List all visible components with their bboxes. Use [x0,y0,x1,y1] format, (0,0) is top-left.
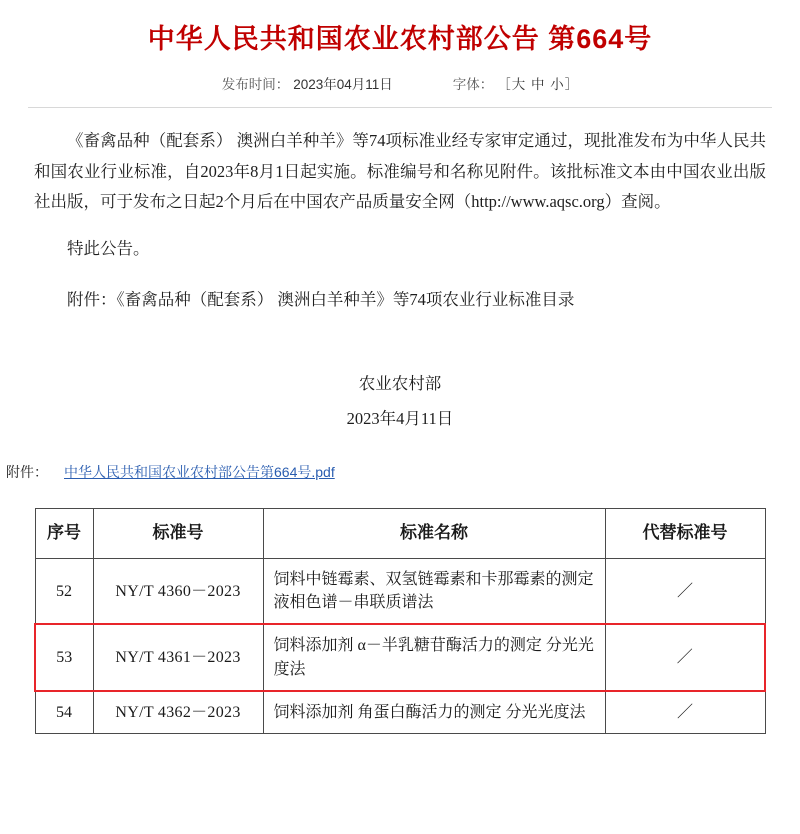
col-header-name: 标准名称 [263,509,605,559]
font-size-options [497,73,578,93]
paragraph-main: 《畜禽品种（配套系） 澳洲白羊种羊》等74项标准业经专家审定通过，现批准发布为中华人民共和国农业行业标准，自2023年8月1日起实施。标准编号和名称见附件。该批标准文本由中国农业出版社出版，可于发布之日起2个月后在中国农产品质量安全网（http://www.aqsc.org）查阅。 [34,131,766,212]
table-row [35,559,765,625]
font-size-small[interactable]: 小 [550,77,564,93]
cell-no: 52 [35,559,93,625]
document-meta [0,73,800,93]
publish-time [222,73,393,93]
table-row [35,624,765,690]
standards-table-wrapper [34,508,766,734]
attachment-row [6,462,800,482]
issue-date: 2023年4月11日 [346,408,454,428]
table-header-row [35,509,765,559]
publish-time-value: 2023年04月11日 [293,77,393,93]
attachment-pdf-link[interactable]: 中华人民共和国农业农村部公告第664号.pdf [64,464,335,481]
cell-name: 饲料中链霉素、双氢链霉素和卡那霉素的测定 液相色谱－串联质谱法 [263,559,605,625]
attachment-label: 附件： [6,464,48,481]
col-header-code: 标准号 [93,509,263,559]
cell-name: 饲料添加剂 α－半乳糖苷酶活力的测定 分光光度法 [263,624,605,690]
page-bottom-clip [0,826,800,834]
font-size-large[interactable]: 大 [511,77,526,93]
cell-code: NY/T 4360－2023 [93,559,263,625]
font-size-control [453,73,579,93]
document-body [34,126,766,315]
cell-no: 53 [35,624,93,690]
cell-code: NY/T 4362－2023 [93,691,263,734]
paragraph-notice: 特此公告。 [67,239,150,259]
font-size-label: 字体： [452,77,494,93]
paragraph-attachment-list: 附件：《畜禽品种（配套系） 澳洲白羊种羊》等74项农业行业标准目录 [67,289,575,309]
bracket-close: ］ [564,77,579,93]
cell-name: 饲料添加剂 角蛋白酶活力的测定 分光光度法 [263,691,605,734]
cell-code: NY/T 4361－2023 [93,624,263,690]
standards-table [34,508,766,734]
publish-time-label: 发布时间： [221,77,290,93]
page-title: 中华人民共和国农业农村部公告 第664号 [147,24,653,54]
table-row [35,691,765,734]
issuer: 农业农村部 [358,374,442,394]
signature-block [0,367,800,436]
cell-alt: ／ [605,691,765,734]
font-size-medium[interactable]: 中 [531,77,545,93]
col-header-no: 序号 [35,509,93,559]
cell-alt: ／ [605,624,765,690]
bracket-open: ［ [497,77,511,93]
cell-no: 54 [35,691,93,734]
col-header-alt: 代替标准号 [605,509,765,559]
cell-alt: ／ [605,559,765,625]
header-divider [28,107,772,108]
